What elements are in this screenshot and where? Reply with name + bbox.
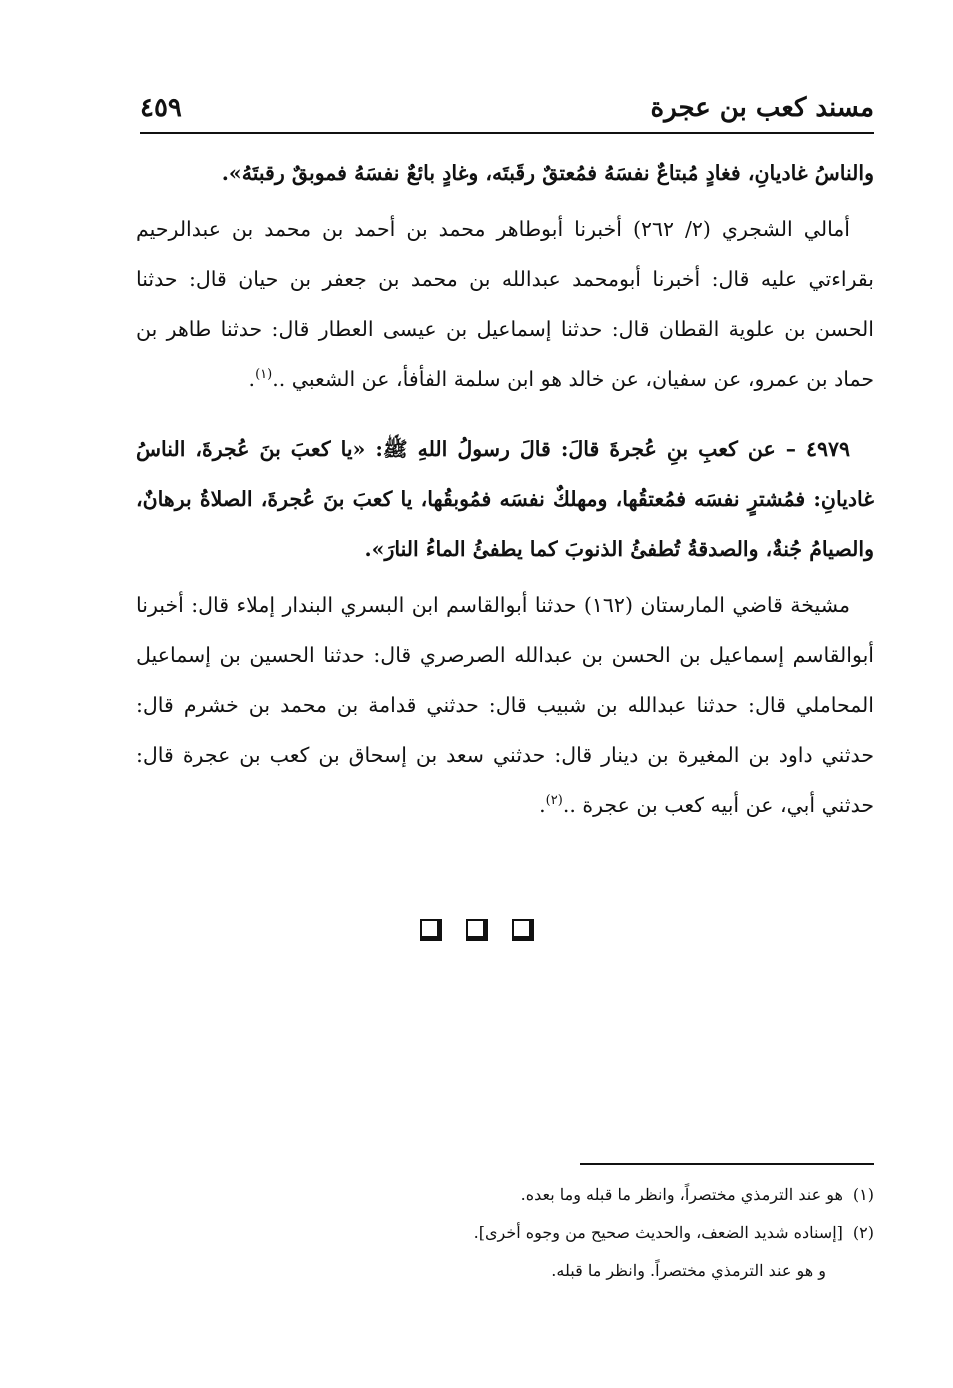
footnote-number: (١) bbox=[852, 1185, 874, 1204]
footnotes bbox=[274, 1176, 874, 1290]
footnote-ref-2: (٢) bbox=[545, 793, 563, 809]
hadith-continuation: والناسُ غاديانِ، فغادٍ مُبتاعٌ نفسَهُ فمُعتقٌ رقَبتَه، وغادٍ بائعٌ نفسَهُ فموبقٌ رقبتَهُ». bbox=[221, 161, 874, 185]
running-title: مسند كعب بن عجرة bbox=[650, 93, 874, 123]
source-citation-1: أمالي الشجري (٢/ ٢٦٢) أخبرنا أبوطاهر محمد بن أحمد بن محمد بن عبدالرحيم بقراءتي عليه قال: أخبرنا أبومحمد عبدالله بن محمد بن جعفر بن حيان قال: حدثنا الحسن بن علوية القطان قال: حدثنا إسماعيل بن عيسى العطار قال: حدثنا طاهر بن حماد بن عمرو، عن سفيان، عن خالد هو ابن سلمة الفأفأ، عن الشعبي ..$^{(١)}$. bbox=[136, 217, 874, 391]
footnote-2-continuation bbox=[274, 1252, 874, 1290]
hadith-4979-text: – عن كعبِ بنِ عُجرةَ قالَ: قالَ رسولُ اللهِ ﷺ: «يا كعبَ بنَ عُجرةَ، الناسُ غاديانِ: فمُشترٍ نفسَه فمُعتقُها، ومهلكٌ نفسَه فمُوبقُها، يا كعبَ بنَ عُجرةَ، الصلاةُ برهانٌ، والصيامُ جُنةٌ، والصدقةُ تُطفئُ الذنوبَ كما يطفئُ الماءُ النارَ». bbox=[136, 437, 874, 561]
page-header bbox=[140, 88, 874, 134]
hadith-4979 bbox=[136, 424, 874, 574]
hadith-number: ٤٩٧٩ bbox=[805, 437, 851, 461]
footnote-ref-1: (١) bbox=[255, 367, 273, 383]
separator-box-icon bbox=[420, 919, 442, 941]
footnote-2 bbox=[274, 1214, 874, 1252]
main-text bbox=[136, 148, 874, 830]
source-citation-2: مشيخة قاضي المارستان (١٦٢) حدثنا أبوالقاسم ابن البسري البندار إملاء قال: أخبرنا أبوالقاسم إسماعيل بن الحسن بن عبدالله الصرصري قال: حدثنا الحسين بن إسماعيل المحاملي قال: حدثنا عبدالله بن شبيب قال: حدثني قدامة بن محمد بن خشرم قال: حدثني داود بن المغيرة بن دينار قال: حدثني سعد بن إسحاق بن كعب بن عجرة قال: حدثني أبي، عن أبيه كعب بن عجرة ..$^{(٢)}$. bbox=[136, 593, 874, 817]
footnote-number: (٢) bbox=[852, 1223, 874, 1242]
footnote-text: و هو عند الترمذي مختصراً. وانظر ما قبله. bbox=[551, 1261, 826, 1280]
separator-box-icon bbox=[466, 919, 488, 941]
footnote-text: هو عند الترمذي مختصراً، وانظر ما قبله وما بعده. bbox=[520, 1185, 843, 1204]
section-separator bbox=[0, 919, 953, 941]
source-citation-2-text: مشيخة قاضي المارستان (١٦٢) حدثنا أبوالقاسم ابن البسري البندار إملاء قال: أخبرنا أبوالقاسم إسماعيل بن الحسن بن عبدالله الصرصري قال: حدثنا الحسين بن إسماعيل المحاملي قال: حدثنا عبدالله بن شبيب قال: حدثني قدامة بن محمد بن خشرم قال: حدثني داود بن المغيرة بن دينار قال: حدثني سعد بن إسحاق بن كعب بن عجرة قال: حدثني أبي، عن أبيه كعب بن عجرة .. bbox=[136, 593, 874, 817]
page-number: ٤٥٩ bbox=[140, 93, 182, 123]
source-citation-1-text: أمالي الشجري (٢/ ٢٦٢) أخبرنا أبوطاهر محمد بن أحمد بن محمد بن عبدالرحيم بقراءتي عليه قال: أخبرنا أبومحمد عبدالله بن محمد بن جعفر بن حيان قال: حدثنا الحسن بن علوية القطان قال: حدثنا إسماعيل بن عيسى العطار قال: حدثنا طاهر بن حماد بن عمرو، عن سفيان، عن خالد هو ابن سلمة الفأفأ، عن الشعبي .. bbox=[136, 217, 874, 391]
footnote-text: [إسناده شديد الضعف، والحديث صحيح من وجوه أخرى]. bbox=[473, 1223, 843, 1242]
footnote-1 bbox=[274, 1176, 874, 1214]
footnote-divider bbox=[580, 1163, 874, 1165]
separator-box-icon bbox=[512, 919, 534, 941]
